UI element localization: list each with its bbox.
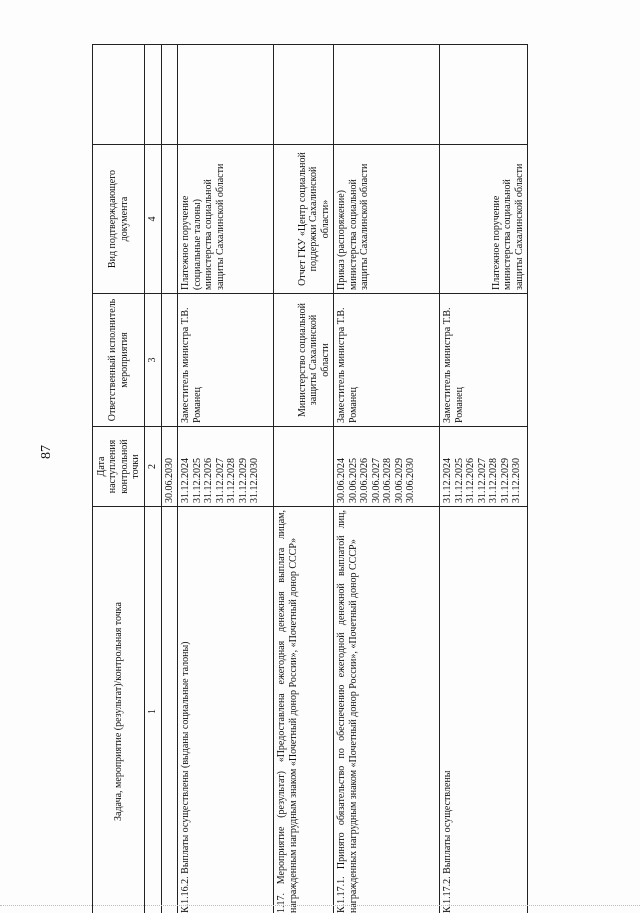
- dates-cell: 31.12.2024 31.12.2025 31.12.2026 31.12.2027 31.12.2028 31.12.2029 31.12.2030: [178, 427, 274, 507]
- empty-cell: [161, 45, 178, 145]
- column-number-row: [145, 45, 162, 913]
- dates-cell: [274, 427, 334, 507]
- empty-cell: [178, 45, 274, 145]
- column-number: 3: [145, 294, 162, 427]
- task-cell: [161, 507, 178, 913]
- executor-cell: Заместитель министра Т.В. Романец: [334, 294, 440, 427]
- executor-cell: Заместитель министра Т.В. Романец: [440, 294, 528, 427]
- executor-cell: [161, 294, 178, 427]
- executor-cell: Министерство социальной защиты Сахалинской области: [274, 294, 334, 427]
- table-row: [440, 45, 528, 913]
- table-row: [178, 45, 274, 913]
- dates-cell: 31.12.2024 31.12.2025 31.12.2026 31.12.2027 31.12.2028 31.12.2029 31.12.2030: [440, 427, 528, 507]
- header-executor: Ответственный исполнитель мероприятия: [93, 294, 145, 427]
- page-number: 87: [39, 445, 54, 459]
- empty-cell: [274, 45, 334, 145]
- document-cell: Отчет ГКУ «Центр социальной поддержки Сахалинской области»: [274, 145, 334, 294]
- empty-cell: [440, 45, 528, 145]
- document-cell: Приказ (распоряжение) министерства социальной защиты Сахалинской области: [334, 145, 440, 294]
- dates-cell: 30.06.2024 30.06.2025 30.06.2026 30.06.2027 30.06.2028 30.06.2029 30.06.2030: [334, 427, 440, 507]
- document-cell: [161, 145, 178, 294]
- column-number: 2: [145, 427, 162, 507]
- column-number: 4: [145, 145, 162, 294]
- document-cell: Платежное поручение (социальные талоны) министерства социальной защиты Сахалинской области: [178, 145, 274, 294]
- task-cell: К.1.17.1. Принято обязательство по обеспечению ежегодной денежной выплатой лиц, награжденных нагрудным знаком «Почетный донор России», «Почетный донор СССР»: [334, 507, 440, 913]
- control-points-table: [92, 44, 528, 913]
- column-number-empty: [145, 45, 162, 145]
- header-task: Задача, мероприятие (результат)/контрольная точка: [93, 507, 145, 913]
- table-row: [334, 45, 440, 913]
- table-row: [161, 45, 178, 913]
- dates-cell: 30.06.2030: [161, 427, 178, 507]
- header-document: Вид подтверждающего документа: [93, 145, 145, 294]
- header-row: [93, 45, 145, 913]
- header-date: Дата наступления контрольной точки: [93, 427, 145, 507]
- task-cell: К.1.17.2. Выплаты осуществлены: [440, 507, 528, 913]
- task-cell: 1.17. Мероприятие (результат) «Предоставлена ежегодная денежная выплата лицам, награжденным нагрудным знаком «Почетный донор России», «Почетный донор СССР»: [274, 507, 334, 913]
- executor-cell: Заместитель министра Т.В. Романец: [178, 294, 274, 427]
- table-row: [274, 45, 334, 913]
- table-rotation-frame: [92, 45, 527, 913]
- document-cell: Платежное поручение министерства социальной защиты Сахалинской области: [440, 145, 528, 294]
- header-empty: [93, 45, 145, 145]
- column-number: 1: [145, 507, 162, 913]
- empty-cell: [334, 45, 440, 145]
- rotated-table-container: [92, 45, 527, 913]
- task-cell: К.1.16.2. Выплаты осуществлены (выданы социальные талоны): [178, 507, 274, 913]
- scan-edge-line: [0, 905, 640, 907]
